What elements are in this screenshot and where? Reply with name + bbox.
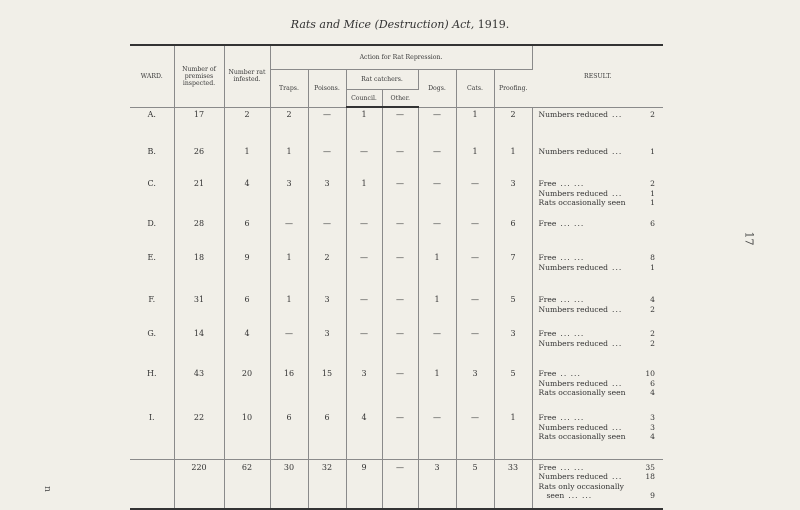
result-count: 10 <box>645 369 656 378</box>
cell-poisons: 3 <box>308 293 346 327</box>
cell-traps: 6 <box>270 411 308 459</box>
page-number-left: n <box>41 486 52 492</box>
result-label-text: Numbers reduced <box>538 472 609 481</box>
cell-poisons: 3 <box>308 327 346 367</box>
cell-council: — <box>346 217 382 251</box>
result-label-text: Rats occasionally seen <box>538 432 626 441</box>
result-label-text: Free <box>538 462 557 472</box>
result-count: 2 <box>650 338 656 348</box>
result-count: 3 <box>650 413 656 422</box>
cell-council: 1 <box>346 107 382 145</box>
result-line <box>539 189 664 199</box>
cell-result <box>532 293 663 327</box>
result-line <box>539 329 664 339</box>
cell-proofing: 6 <box>494 217 532 251</box>
result-leader-dots: ... <box>612 188 623 198</box>
cell-proofing: 33 <box>494 459 532 509</box>
cell-proofing: 5 <box>494 367 532 411</box>
cell-proofing: 3 <box>494 327 532 367</box>
table-body <box>130 107 663 509</box>
result-count: 35 <box>645 462 656 472</box>
result-count: 1 <box>650 198 656 207</box>
result-label <box>539 189 623 199</box>
header-other: Other. <box>382 90 418 108</box>
result-label-text: Free <box>538 253 557 262</box>
header-council: Council. <box>346 90 382 108</box>
cell-traps: 16 <box>270 367 308 411</box>
result-line <box>539 339 664 349</box>
cell-ward: E. <box>130 251 174 293</box>
result-label-text: Free <box>538 413 557 422</box>
result-label <box>539 463 585 473</box>
result-label <box>539 491 593 501</box>
result-label-text: Free <box>538 179 557 188</box>
result-label <box>539 379 623 389</box>
cell-traps: 1 <box>270 145 308 177</box>
cell-infested: 4 <box>224 177 270 217</box>
result-label-text: Free <box>538 369 557 378</box>
result-count: 6 <box>650 219 656 228</box>
table-row <box>130 145 663 177</box>
header-infested: Number rat infested. <box>224 45 270 107</box>
result-leader-dots: ... ... <box>560 179 585 188</box>
cell-other: — <box>382 367 418 411</box>
result-label <box>539 472 623 482</box>
cell-traps: 1 <box>270 293 308 327</box>
cell-cats: — <box>456 177 494 217</box>
result-leader-dots: ... ... <box>560 462 585 472</box>
cell-premises: 28 <box>174 217 224 251</box>
result-line <box>539 295 664 305</box>
header-ward: WARD. <box>130 45 174 107</box>
cell-ward: G. <box>130 327 174 367</box>
result-line <box>539 253 664 263</box>
cell-poisons: 3 <box>308 177 346 217</box>
rats-mice-table <box>130 44 663 510</box>
result-leader-dots: ... ... <box>560 219 585 228</box>
cell-ward: C. <box>130 177 174 217</box>
cell-ward <box>130 459 174 509</box>
result-label-text: Rats occasionally seen <box>538 198 626 207</box>
table-row <box>130 177 663 217</box>
cell-cats: 5 <box>456 459 494 509</box>
result-label-text: Numbers reduced <box>538 304 609 314</box>
result-count: 6 <box>650 378 656 388</box>
result-line <box>539 413 664 423</box>
cell-other: — <box>382 251 418 293</box>
cell-result <box>532 251 663 293</box>
cell-dogs: — <box>418 145 456 177</box>
title-text: Rats and Mice (Destruction) Act, <box>290 18 475 31</box>
title-year: 1919. <box>477 18 510 31</box>
result-label-text: Rats only occasionally <box>538 481 624 491</box>
result-leader-dots: ... <box>612 109 623 119</box>
cell-other: — <box>382 107 418 145</box>
cell-council: 9 <box>346 459 382 509</box>
result-label <box>539 305 623 315</box>
header-ratcatchers: Rat catchers. <box>346 70 418 90</box>
result-leader-dots: ... ... <box>568 491 593 500</box>
result-label <box>539 423 623 433</box>
result-label <box>539 179 585 189</box>
cell-council: — <box>346 327 382 367</box>
cell-premises: 22 <box>174 411 224 459</box>
result-line <box>539 463 664 473</box>
cell-poisons: 32 <box>308 459 346 509</box>
cell-proofing: 1 <box>494 411 532 459</box>
cell-dogs: — <box>418 217 456 251</box>
header-premises: Number of premises inspected. <box>174 45 224 107</box>
result-line <box>539 388 664 398</box>
cell-traps: — <box>270 327 308 367</box>
table-row <box>130 107 663 145</box>
cell-infested: 6 <box>224 293 270 327</box>
cell-poisons: 6 <box>308 411 346 459</box>
cell-proofing: 5 <box>494 293 532 327</box>
result-label-text: Numbers reduced <box>538 109 609 119</box>
result-count: 4 <box>650 388 656 397</box>
cell-poisons: — <box>308 107 346 145</box>
result-label <box>539 295 585 305</box>
cell-premises: 21 <box>174 177 224 217</box>
cell-council: — <box>346 293 382 327</box>
result-line <box>539 198 664 208</box>
cell-council: 4 <box>346 411 382 459</box>
cell-infested: 20 <box>224 367 270 411</box>
cell-dogs: — <box>418 107 456 145</box>
result-count: 8 <box>650 253 656 262</box>
cell-ward: B. <box>130 145 174 177</box>
cell-result <box>532 327 663 367</box>
result-label-text: Rats occasionally seen <box>538 388 626 397</box>
cell-result <box>532 459 663 509</box>
result-leader-dots: ... <box>612 304 623 314</box>
table-row <box>130 251 663 293</box>
cell-result <box>532 411 663 459</box>
result-line <box>539 491 664 501</box>
cell-other: — <box>382 459 418 509</box>
cell-proofing: 2 <box>494 107 532 145</box>
cell-other: — <box>382 293 418 327</box>
cell-cats: — <box>456 217 494 251</box>
header-proofing: Proofing. <box>494 70 532 108</box>
result-line <box>539 147 664 157</box>
cell-cats: — <box>456 251 494 293</box>
cell-proofing: 3 <box>494 177 532 217</box>
result-leader-dots: ... <box>612 338 623 348</box>
result-label <box>539 263 623 273</box>
result-label-text: Numbers reduced <box>538 338 609 348</box>
cell-cats: — <box>456 293 494 327</box>
cell-premises: 18 <box>174 251 224 293</box>
cell-ward: F. <box>130 293 174 327</box>
result-count: 2 <box>650 329 656 338</box>
cell-proofing: 1 <box>494 145 532 177</box>
cell-premises: 14 <box>174 327 224 367</box>
result-count: 1 <box>650 188 656 198</box>
result-count: 3 <box>650 422 656 432</box>
result-count: 9 <box>650 491 656 500</box>
result-leader-dots: ... ... <box>560 329 585 338</box>
result-leader-dots: ... ... <box>560 253 585 262</box>
result-label-text: Free <box>538 219 557 228</box>
cell-dogs: 1 <box>418 367 456 411</box>
result-leader-dots: ... <box>612 378 623 388</box>
cell-result <box>532 107 663 145</box>
result-leader-dots: ... <box>612 262 623 272</box>
result-label <box>539 147 623 157</box>
header-poisons: Poisons. <box>308 70 346 108</box>
result-count: 4 <box>650 295 656 304</box>
result-line <box>539 423 664 433</box>
cell-dogs: — <box>418 327 456 367</box>
result-line <box>539 432 664 442</box>
cell-poisons: — <box>308 145 346 177</box>
cell-cats: 1 <box>456 107 494 145</box>
result-label <box>539 198 630 208</box>
total-row <box>130 459 663 509</box>
result-label <box>539 388 630 398</box>
cell-poisons: 2 <box>308 251 346 293</box>
table-row <box>130 411 663 459</box>
cell-traps: 2 <box>270 107 308 145</box>
result-line <box>539 369 664 379</box>
cell-cats: 1 <box>456 145 494 177</box>
cell-traps: 1 <box>270 251 308 293</box>
table-row <box>130 367 663 411</box>
cell-premises: 220 <box>174 459 224 509</box>
cell-dogs: — <box>418 177 456 217</box>
cell-other: — <box>382 327 418 367</box>
result-label-text: Free <box>538 295 557 304</box>
page-title <box>0 18 800 31</box>
cell-dogs: 1 <box>418 251 456 293</box>
cell-infested: 10 <box>224 411 270 459</box>
result-line <box>539 472 664 482</box>
result-label-text: Numbers reduced <box>538 422 609 432</box>
cell-proofing: 7 <box>494 251 532 293</box>
result-leader-dots: ... <box>612 422 623 432</box>
result-line <box>539 179 664 189</box>
cell-traps: 3 <box>270 177 308 217</box>
table-row <box>130 293 663 327</box>
page-number-right: 17 <box>742 231 756 246</box>
table-row <box>130 217 663 251</box>
cell-infested: 6 <box>224 217 270 251</box>
result-leader-dots: .. ... <box>560 369 581 378</box>
cell-council: — <box>346 251 382 293</box>
cell-infested: 9 <box>224 251 270 293</box>
result-label-text: Numbers reduced <box>538 262 609 272</box>
cell-infested: 62 <box>224 459 270 509</box>
result-line <box>539 219 664 229</box>
result-leader-dots: ... <box>612 472 623 481</box>
cell-premises: 17 <box>174 107 224 145</box>
header-cats: Cats. <box>456 70 494 108</box>
header-action: Action for Rat Repression. <box>270 45 532 70</box>
cell-ward: A. <box>130 107 174 145</box>
cell-cats: — <box>456 411 494 459</box>
cell-premises: 31 <box>174 293 224 327</box>
result-count: 2 <box>650 304 656 314</box>
cell-poisons: 15 <box>308 367 346 411</box>
cell-council: 3 <box>346 367 382 411</box>
cell-dogs: 3 <box>418 459 456 509</box>
result-label <box>539 253 585 263</box>
cell-dogs: — <box>418 411 456 459</box>
cell-cats: 3 <box>456 367 494 411</box>
result-label-text: Numbers reduced <box>538 188 609 198</box>
cell-ward: D. <box>130 217 174 251</box>
result-count: 2 <box>650 179 656 188</box>
result-count: 2 <box>650 109 656 119</box>
cell-result <box>532 367 663 411</box>
result-label <box>539 110 623 120</box>
cell-other: — <box>382 217 418 251</box>
result-line <box>539 379 664 389</box>
result-label-text: Free <box>538 329 557 338</box>
table-row <box>130 327 663 367</box>
result-line <box>539 305 664 315</box>
result-label <box>539 432 630 442</box>
cell-ward: H. <box>130 367 174 411</box>
result-line <box>539 482 664 492</box>
result-label <box>539 339 623 349</box>
result-leader-dots: ... <box>612 147 623 156</box>
result-label <box>539 482 628 492</box>
header-dogs: Dogs. <box>418 70 456 108</box>
cell-infested: 1 <box>224 145 270 177</box>
cell-traps: — <box>270 217 308 251</box>
cell-other: — <box>382 145 418 177</box>
cell-other: — <box>382 177 418 217</box>
result-count: 1 <box>650 262 656 272</box>
cell-premises: 43 <box>174 367 224 411</box>
result-count: 4 <box>650 432 656 441</box>
header-traps: Traps. <box>270 70 308 108</box>
cell-result <box>532 145 663 177</box>
cell-premises: 26 <box>174 145 224 177</box>
cell-result <box>532 177 663 217</box>
result-label-text: Numbers reduced <box>538 378 609 388</box>
result-leader-dots: ... ... <box>560 413 585 422</box>
cell-dogs: 1 <box>418 293 456 327</box>
result-label-text: Numbers reduced <box>538 147 609 156</box>
header-result: RESULT. <box>532 45 663 107</box>
cell-traps: 30 <box>270 459 308 509</box>
result-line <box>539 263 664 273</box>
result-line <box>539 110 664 120</box>
cell-other: — <box>382 411 418 459</box>
cell-result <box>532 217 663 251</box>
cell-ward: I. <box>130 411 174 459</box>
result-label <box>539 219 585 229</box>
result-count: 1 <box>650 147 656 156</box>
cell-infested: 4 <box>224 327 270 367</box>
cell-cats: — <box>456 327 494 367</box>
cell-infested: 2 <box>224 107 270 145</box>
cell-council: — <box>346 145 382 177</box>
result-label-text: seen <box>546 491 565 500</box>
cell-council: 1 <box>346 177 382 217</box>
result-label <box>539 329 585 339</box>
result-count: 18 <box>645 472 656 481</box>
result-label <box>539 413 585 423</box>
result-leader-dots: ... ... <box>560 295 585 304</box>
result-label <box>539 369 581 379</box>
cell-poisons: — <box>308 217 346 251</box>
